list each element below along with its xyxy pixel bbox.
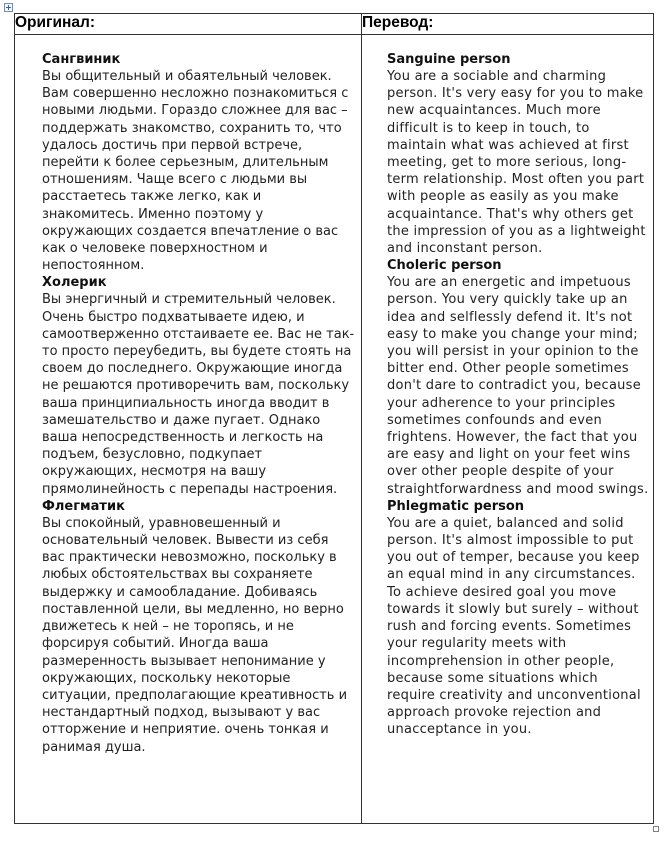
translation-heading-sanguine: Sanguine person bbox=[387, 52, 511, 67]
translation-text-choleric: You are an energetic and impetuous person. You very quickly take up an idea and selflessly defend it. It's not easy to make you change your mind; you will persist in your opinion to the bitter end. Other people sometimes don't dare to contradict you, because your adherence to your principles sometimes confounds and even frightens. However, the fact that you are easy and light on your feet wins over other people despite of your straightforwardness and mood swings. bbox=[387, 275, 649, 497]
header-original: Оригинал: bbox=[15, 14, 362, 35]
original-text-choleric: Вы энергичный и стремительный человек. Очень быстро подхватываете идею, и самоотверженно отстаиваете ее. Вас не так-то просто переубедить, вы будете стоять на своем до последнего. Окружающие иногда не решаются противоречить вам, поскольку ваша принципиальность иногда вводит в замешательство и даже пугает. Однако ваша непосредственность и легкость на подъем, безусловно, подкупает окружающих, несмотря на вашу прямолинейность с перепады настроения. bbox=[42, 292, 355, 497]
header-translation: Перевод: bbox=[362, 14, 654, 35]
translation-text-sanguine: You are a sociable and charming person. It's very easy for you to make new acquaintances. Much more difficult is to keep in touch, to maintain what was achieved at first meeting, get to more serious, long-term relationship. Most often you part with people as easily as you make acquaintance. That's why others get the impression of you as a lightweight and inconstant person. bbox=[387, 69, 646, 257]
original-text-sanguine: Вы общительный и обаятельный человек. Вам совершенно несложно познакомиться с новыми людьми. Гораздо сложнее для вас – поддержать знакомство, сохранить то, что удалось достичь при первой встрече, перейти к более серьезным, длительным отношениям. Чаще всего с людьми вы расстаетесь также легко, как и знакомитесь. Именно поэтому у окружающих создается впечатление о вас как о человеке поверхностном и непостоянном. bbox=[42, 69, 349, 274]
original-heading-choleric: Холерик bbox=[42, 275, 107, 291]
translation-table bbox=[14, 13, 654, 824]
original-heading-phlegmatic: Флегматик bbox=[42, 498, 125, 514]
table-move-handle-icon[interactable] bbox=[4, 3, 13, 12]
translation-text-phlegmatic: You are a quiet, balanced and solid person. It's almost impossible to put you out of temper, because you keep an equal mind in any circumstances. To achieve desired goal you move towards it slowly but surely – without rush and forcing events. Sometimes your regularity meets with incomprehension in other people, because some situations which require creativity and unconventional approach provoke rejection and unacceptance in you. bbox=[387, 515, 641, 738]
table-header-row bbox=[15, 14, 654, 35]
original-heading-sanguine: Сангвиник bbox=[42, 52, 121, 67]
table-body-row bbox=[15, 35, 654, 824]
translation-heading-choleric: Choleric person bbox=[387, 258, 502, 274]
table-resize-handle-icon[interactable] bbox=[653, 826, 659, 832]
translation-cell[interactable] bbox=[362, 35, 654, 824]
translation-heading-phlegmatic: Phlegmatic person bbox=[387, 498, 525, 514]
original-text-phlegmatic: Вы спокойный, уравновешенный и основательный человек. Вывести из себя вас практически невозможно, поскольку в любых обстоятельствах вы сохраняете выдержку и самообладание. Добиваясь поставленной цели, вы медленно, но верно движетесь к ней – не торопясь, и не форсируя событий. Иногда ваша размеренность вызывает непонимание у окружающих, поскольку некоторые ситуации, предполагающие креативность и нестандартный подход, вызывают у вас отторжение и неприятие. очень тонкая и ранимая душа. bbox=[42, 515, 348, 755]
original-cell[interactable] bbox=[15, 35, 362, 824]
